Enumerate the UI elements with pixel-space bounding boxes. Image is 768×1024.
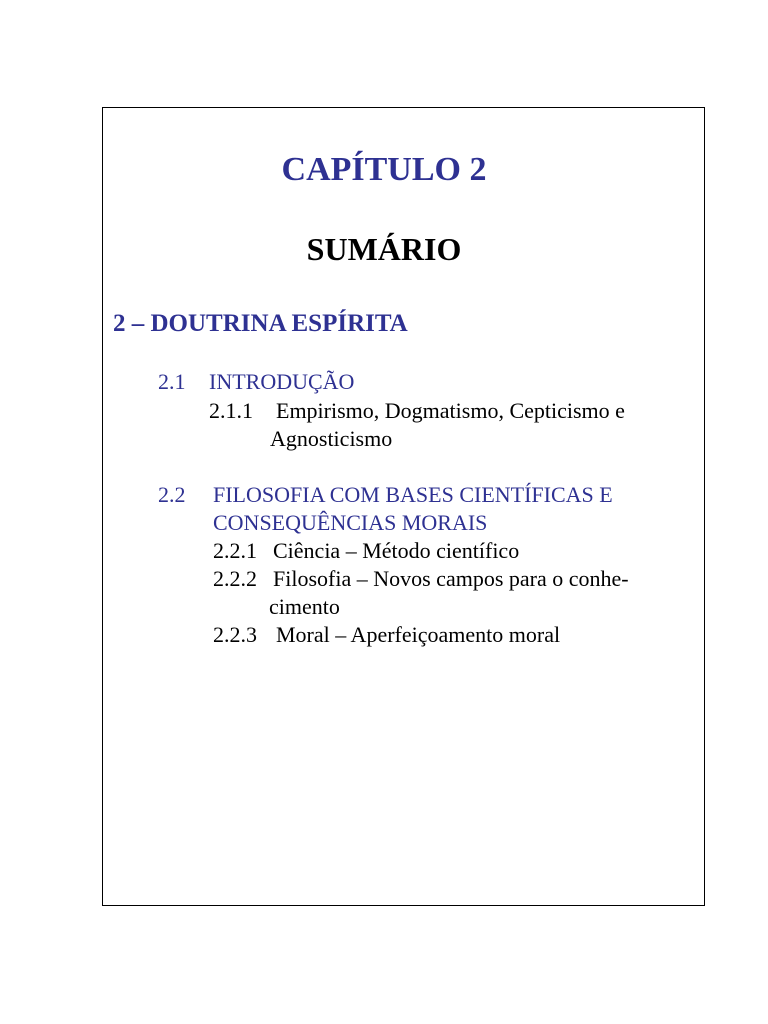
toc-entry-2-2-2-number: 2.2.2: [213, 566, 257, 591]
toc-entry-2-2-title-line1: FILOSOFIA COM BASES CIENTÍFICAS E: [213, 482, 613, 507]
toc-entry-2-1-title: INTRODUÇÃO: [209, 369, 355, 394]
toc-entry-2-1-1-number: 2.1.1: [209, 398, 253, 423]
toc-entry-2-2-number: 2.2: [158, 482, 186, 507]
toc-entry-2-2-2-title-line2: cimento: [269, 594, 340, 619]
toc-entry-2-2-3-number: 2.2.3: [213, 622, 257, 647]
section-heading: 2 – DOUTRINA ESPÍRITA: [113, 310, 408, 337]
summary-title: SUMÁRIO: [306, 231, 462, 267]
toc-entry-2-1-1-title-line2: Agnosticismo: [270, 426, 393, 451]
toc-entry-2-1-1-title-line1: Empirismo, Dogmatismo, Cepticismo e: [276, 398, 625, 423]
toc-entry-2-2-title-line2: CONSEQUÊNCIAS MORAIS: [213, 510, 488, 535]
chapter-title: CAPÍTULO 2: [281, 151, 487, 188]
toc-entry-2-2-1-title: Ciência – Método científico: [273, 538, 520, 563]
toc-entry-2-2-2-title-line1: Filosofia – Novos campos para o conhe-: [273, 566, 629, 591]
toc-entry-2-1-number: 2.1: [158, 369, 186, 394]
toc-entry-2-2-1-number: 2.2.1: [213, 538, 257, 563]
toc-entry-2-2-3-title: Moral – Aperfeiçoamento moral: [276, 622, 561, 647]
